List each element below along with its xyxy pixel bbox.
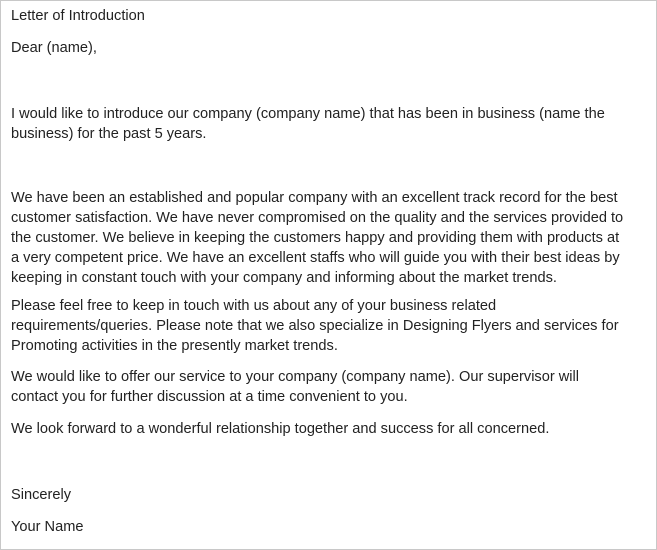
paragraph-service-offer [11, 367, 579, 407]
paragraph-line: Promoting activities in the presently market trends. [11, 338, 338, 354]
paragraph-closing-remark [11, 419, 549, 439]
closing: Sincerely [11, 487, 72, 503]
paragraph-line: contact you for further discussion at a time convenient to you. [11, 389, 408, 405]
signature-name: Your Name [11, 519, 84, 535]
paragraph-company-description [11, 188, 623, 288]
paragraph-line: We look forward to a wonderful relationship together and success for all concerned. [11, 421, 550, 437]
paragraph-line: a very competent price. We have an excellent staffs who will guide you with their best ideas by [11, 250, 620, 266]
paragraph-line: Please feel free to keep in touch with us about any of your business related [11, 298, 497, 314]
paragraph-introduction [11, 104, 605, 144]
paragraph-line: keeping in constant touch with your company and informing about the market trends. [11, 270, 557, 286]
paragraph-contact-invite [11, 296, 619, 356]
paragraph-line: We have been an established and popular company with an excellent track record for the best [11, 190, 618, 206]
paragraph-line: the customer. We believe in keeping the customers happy and providing them with products at [11, 230, 620, 246]
paragraph-line: business) for the past 5 years. [11, 126, 207, 142]
paragraph-line: requirements/queries. Please note that we also specialize in Designing Flyers and services for [11, 318, 619, 334]
paragraph-line: customer satisfaction. We have never compromised on the quality and the services provided to [11, 210, 624, 226]
paragraph-line: I would like to introduce our company (company name) that has been in business (name the [11, 106, 605, 122]
letter-title: Letter of Introduction [11, 8, 145, 24]
paragraph-line: We would like to offer our service to your company (company name). Our supervisor will [11, 369, 580, 385]
salutation: Dear (name), [11, 40, 97, 56]
